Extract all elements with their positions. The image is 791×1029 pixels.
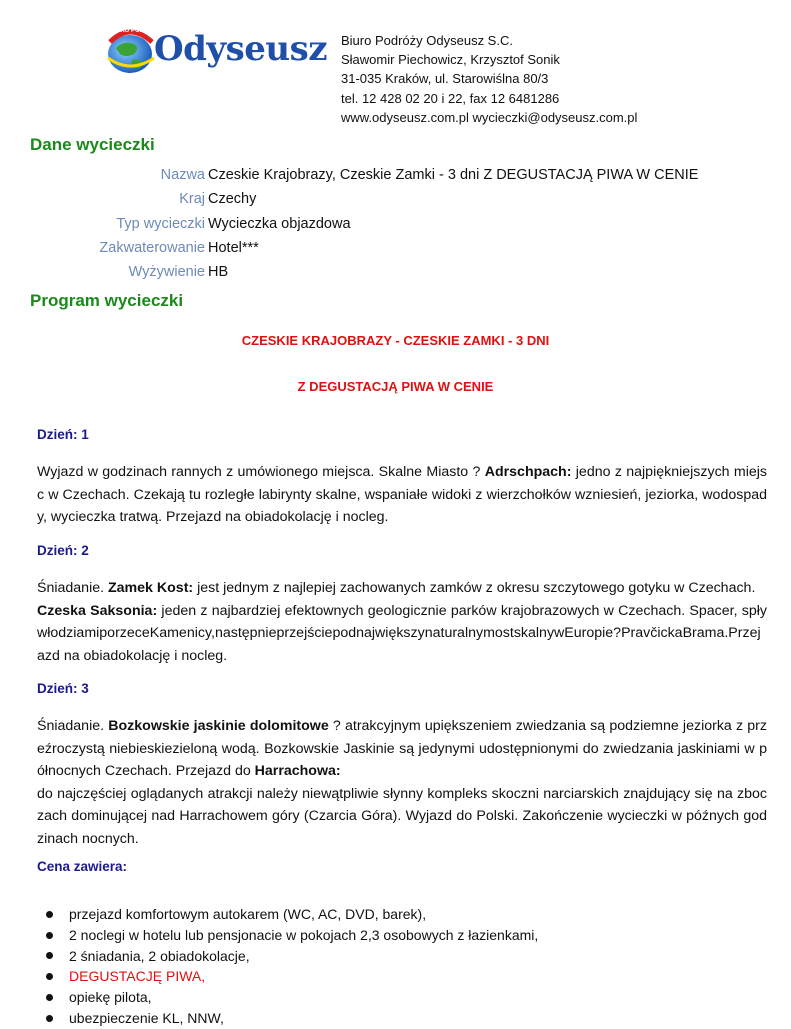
place-name: Bozkowskie jaskinie dolomitowe	[108, 718, 329, 734]
list-item	[46, 904, 746, 925]
list-item-text: opiekę pilota,	[69, 989, 152, 1006]
bullet-icon	[46, 952, 53, 959]
agency-address: 31-035 Kraków, ul. Starowiślna 80/3	[341, 71, 549, 87]
day-2-text	[37, 577, 767, 667]
list-item	[46, 987, 746, 1008]
detail-row-accommodation	[0, 236, 791, 260]
list-item-text: DEGUSTACJĘ PIWA,	[69, 968, 206, 985]
detail-value: Czechy	[208, 191, 257, 208]
detail-value: Hotel***	[208, 239, 259, 256]
detail-label: Typ wycieczki	[116, 215, 205, 232]
day-1-heading: Dzień: 1	[37, 427, 89, 442]
list-item-text: przejazd komfortowym autokarem (WC, AC, DVD, barek),	[69, 906, 427, 922]
bullet-icon	[46, 1015, 53, 1022]
detail-row-country	[0, 187, 791, 211]
program-headline-2: Z DEGUSTACJĄ PIWA W CENIE	[297, 379, 494, 394]
details-heading: Dane wycieczki	[30, 135, 155, 154]
detail-row-name	[0, 163, 791, 187]
program-heading: Program wycieczki	[30, 291, 184, 310]
place-name: Harrachowa:	[254, 763, 341, 779]
list-item	[46, 925, 746, 946]
list-item-text: 2 noclegi w hotelu lub pensjonacie w pokojach 2,3 osobowych z łazienkami,	[69, 926, 539, 943]
detail-label: Kraj	[179, 191, 205, 208]
list-item	[46, 946, 746, 967]
agency-web[interactable]: www.odyseusz.com.pl wycieczki@odyseusz.com.pl	[341, 109, 638, 125]
day-2-heading: Dzień: 2	[37, 543, 89, 558]
text-segment: ? atrakcyjnym upiększeniem zwiedzania są podziemne jeziorka z przeźroczystą niebieskiezieloną wodą. Bozkowskie Jaskinie są jedynymi udostępnionymi do zwiedzania jaskiniami w północnych Czechach. Przejazd do	[37, 718, 767, 779]
detail-value: Czeskie Krajobrazy, Czeskie Zamki - 3 dni Z DEGUSTACJĄ PIWA W CENIE	[208, 167, 699, 183]
place-name: Czeska Saksonia:	[37, 602, 158, 619]
bullet-icon	[46, 994, 53, 1001]
day-3-heading: Dzień: 3	[37, 681, 89, 696]
price-list	[46, 904, 746, 1029]
text-segment: do najczęściej oglądanych atrakcji należy niewątpliwie słynny kompleks skoczni narciarskich znajdujący się na zboczach dominującej nad Harrachowem góry (Czarcia Góra). Wyjazd do Polski. Zakończenie wycieczki w późnych godzinach nocnych.	[37, 785, 767, 847]
detail-row-board	[0, 260, 791, 284]
text-segment: Śniadanie.	[37, 718, 109, 734]
list-item	[46, 1008, 746, 1029]
detail-label: Nazwa	[160, 167, 205, 183]
program-headline-1: CZESKIE KRAJOBRAZY - CZESKIE ZAMKI - 3 DNI	[241, 333, 550, 348]
detail-label: Wyżywienie	[128, 264, 205, 281]
details-table	[0, 163, 791, 284]
agency-owners: Sławomir Piechowicz, Krzysztof Sonik	[341, 52, 560, 68]
text-segment: jest jednym z najlepiej zachowanych zamków z okresu szczytowego gotyku w Czechach.	[193, 580, 756, 596]
list-item-text: 2 śniadania, 2 obiadokolacje,	[69, 947, 250, 964]
agency-name: Biuro Podróży Odyseusz S.C.	[341, 33, 513, 48]
detail-row-type	[0, 212, 791, 236]
bullet-icon	[46, 973, 53, 980]
text-segment: Wyjazd w godzinach rannych z umówionego miejsca. Skalne Miasto ?	[37, 464, 485, 480]
text-segment: jedno z najpiękniejszych miejsc w Czechach. Czekają tu rozległe labirynty skalne, wspaniałe widoki z wierzchołków wzniesień, jeziorka, wodospady, wycieczka tratwą. Przejazd na obiadokolację i nocleg.	[37, 464, 767, 525]
day-1-text	[37, 461, 767, 529]
price-heading: Cena zawiera:	[37, 859, 128, 874]
text-segment: Śniadanie.	[37, 580, 108, 596]
logo-badge: BIURO PODRÓŻY	[110, 28, 161, 34]
text-segment: jeden z najbardziej efektownych geologicznie parków krajobrazowych w Czechach. Spacer, spływłodziamiporzeceKamenicy,następnieprzejściepodnajwiększynaturalnymostskalnywEuropie?PravčickaBrama.Przejazd na obiadokolację i nocleg.	[37, 602, 767, 664]
logo-text: Odyseusz	[154, 29, 328, 69]
bullet-icon	[46, 932, 53, 939]
agency-info	[341, 31, 637, 127]
bullet-icon	[46, 911, 53, 918]
day-3-text	[37, 715, 767, 850]
place-name: Adrschpach:	[484, 464, 572, 480]
detail-value: HB	[208, 264, 229, 281]
logo	[104, 26, 328, 78]
list-item-text: ubezpieczenie KL, NNW,	[69, 1009, 224, 1026]
detail-label: Zakwaterowanie	[99, 239, 205, 256]
detail-value: Wycieczka objazdowa	[208, 215, 351, 232]
agency-phone: tel. 12 428 02 20 i 22, fax 12 6481286	[341, 90, 560, 106]
place-name: Zamek Kost:	[108, 580, 194, 596]
list-item	[46, 966, 746, 987]
